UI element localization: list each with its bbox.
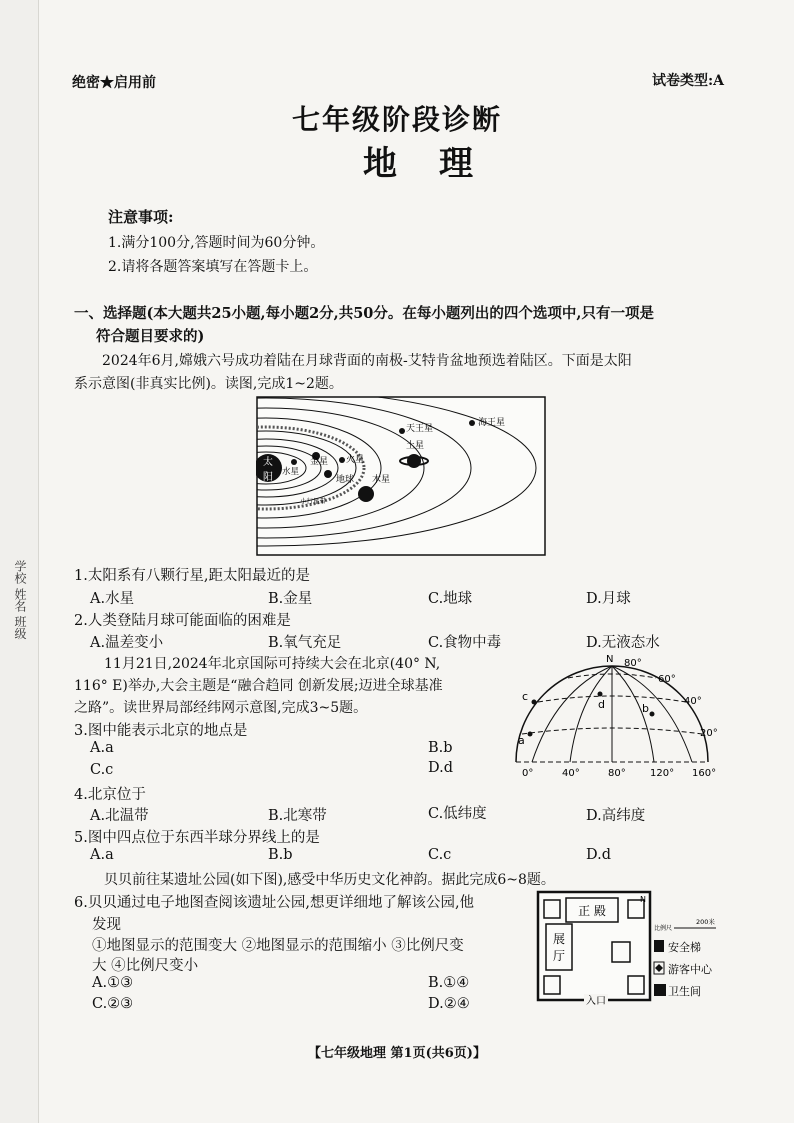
- sun-label-2: 阳: [263, 472, 273, 483]
- lon-label-40: 40°: [562, 768, 580, 779]
- uranus-label: 天王星: [406, 424, 434, 434]
- q4-option-d: D.高纬度: [586, 808, 646, 824]
- lon-label-0: 0°: [522, 768, 534, 779]
- earth-label: 地球: [336, 475, 355, 485]
- earth-icon: [324, 470, 332, 478]
- main-hall-label: 正 殿: [578, 904, 606, 918]
- scale-label: 比例尺: [654, 925, 673, 932]
- q4-option-a: A.北温带: [90, 808, 149, 824]
- q5-option-a: A.a: [90, 847, 114, 863]
- notice-item-1: 1.满分100分,答题时间为60分钟。: [108, 235, 325, 251]
- lon-label-160: 160°: [692, 768, 717, 779]
- q6-stem-line1: 6.贝贝通过电子地图查阅该遗址公园,想更详细地了解该公园,他: [74, 895, 475, 911]
- notice-heading: 注意事项:: [108, 208, 174, 226]
- q1-option-d: D.月球: [586, 591, 631, 607]
- passage2-line1: 11月21日,2024年北京国际可持续大会在北京(40° N,: [104, 656, 441, 672]
- mercury-icon: [291, 459, 297, 465]
- q6-option-d: D.②④: [428, 996, 470, 1012]
- point-c-label: c: [522, 690, 529, 703]
- q5-option-c: C.c: [428, 847, 452, 863]
- hall-label-1: 展: [552, 932, 566, 946]
- paper-type: 试卷类型:A: [651, 73, 724, 89]
- stairs-icon: [654, 940, 664, 952]
- park-north-label: N: [640, 895, 646, 904]
- q6-stem-line2: 发现: [92, 917, 121, 933]
- sun-label-1: 太: [263, 457, 273, 468]
- passage2-line3: 之路”。读世界局部经纬网示意图,完成3~5题。: [74, 700, 368, 716]
- lat-lon-grid-diagram: [504, 650, 726, 780]
- q4-option-c: C.低纬度: [428, 806, 487, 822]
- passage2-line2: 116° E)举办,大会主题是“融合趋同 创新发展;迈进全球基准: [74, 678, 443, 694]
- section-heading-line1: 一、选择题(本大题共25小题,每小题2分,共50分。在每小题列出的四个选项中,只有一项是: [74, 305, 654, 322]
- point-c-marker: [532, 700, 537, 705]
- lon-label-80: 80°: [608, 768, 626, 779]
- section-heading: [74, 302, 734, 348]
- hall-label-2: 厅: [552, 949, 566, 963]
- solar-system-diagram: [256, 396, 546, 556]
- jupiter-icon: [358, 486, 374, 502]
- point-b-label: b: [642, 702, 649, 715]
- point-a-marker: [528, 732, 533, 737]
- point-d-label: d: [598, 698, 605, 711]
- q4-stem: 4.北京位于: [74, 787, 146, 803]
- q4-option-b: B.北寒带: [268, 808, 327, 824]
- legend-restroom: 卫生间: [668, 985, 701, 998]
- q2-option-d: D.无液态水: [586, 635, 660, 651]
- uranus-icon: [399, 428, 405, 434]
- legend-stairs: 安全梯: [668, 941, 701, 954]
- subject-title: 地理: [363, 144, 515, 184]
- q5-option-d: D.d: [586, 847, 611, 863]
- passage1-line2: 系示意图(非真实比例)。读图,完成1~2题。: [74, 376, 343, 392]
- lat-label-60: 60°: [658, 674, 676, 685]
- park-map: [536, 890, 726, 1008]
- restroom-icon: [654, 984, 666, 996]
- passage3-line1: 贝贝前往某遗址公园(如下图),感受中华历史文化神韵。据此完成6~8题。: [104, 872, 555, 888]
- page-footer: 【七年级地理 第1页(共6页)】: [308, 1046, 486, 1061]
- q3-stem: 3.图中能表示北京的地点是: [74, 723, 248, 739]
- north-pole-label: N: [606, 654, 614, 665]
- saturn-icon: [407, 454, 421, 468]
- q2-option-b: B.氧气充足: [268, 635, 342, 651]
- lon-label-120: 120°: [650, 768, 675, 779]
- q3-option-a: A.a: [90, 740, 114, 756]
- point-d-marker: [598, 692, 603, 697]
- q2-option-c: C.食物中毒: [428, 635, 502, 651]
- section-heading-line2: 符合题目要求的): [96, 328, 205, 345]
- exam-title: 七年级阶段诊断: [291, 103, 502, 136]
- legend-visitor-center: 游客中心: [668, 963, 712, 976]
- q5-stem: 5.图中四点位于东西半球分界线上的是: [74, 830, 320, 846]
- neptune-label: 海王星: [478, 418, 506, 428]
- q1-stem: 1.太阳系有八颗行星,距太阳最近的是: [74, 568, 310, 584]
- mars-label: 火星: [346, 455, 365, 465]
- binding-label: 学校 姓名 班级: [13, 560, 27, 640]
- q6-option-c: C.②③: [92, 996, 134, 1012]
- mars-icon: [339, 457, 345, 463]
- notice-item-2: 2.请将各题答案填写在答题卡上。: [108, 259, 318, 275]
- q6-option-a: A.①③: [92, 975, 134, 991]
- q5-option-b: B.b: [268, 847, 293, 863]
- q3-option-b: B.b: [428, 740, 453, 756]
- q6-choices-line1: ①地图显示的范围变大 ②地图显示的范围缩小 ③比例尺变: [92, 938, 464, 954]
- jupiter-label: 木星: [372, 475, 391, 485]
- q2-stem: 2.人类登陆月球可能面临的困难是: [74, 613, 291, 629]
- lat-label-20: 20°: [700, 728, 718, 739]
- point-a-label: a: [518, 734, 525, 747]
- entrance-label: 入口: [586, 996, 606, 1007]
- q1-option-b: B.金星: [268, 591, 313, 607]
- q3-option-d: D.d: [428, 760, 453, 776]
- scale-value: 200米: [696, 918, 715, 926]
- lat-label-80: 80°: [624, 658, 642, 669]
- neptune-icon: [469, 420, 475, 426]
- q6-option-b: B.①④: [428, 975, 470, 991]
- passage1-line1: 2024年6月,嫦娥六号成功着陆在月球背面的南极-艾特肯盆地预选着陆区。下面是太阳: [102, 353, 632, 369]
- venus-label: 金星: [310, 457, 329, 467]
- q6-choices-line2: 大 ④比例尺变小: [92, 958, 199, 974]
- q2-option-a: A.温差变小: [90, 635, 164, 651]
- q3-option-c: C.c: [90, 762, 114, 778]
- saturn-label: 土星: [406, 441, 425, 451]
- mercury-label: 水星: [282, 467, 300, 477]
- asteroid-belt-label: 小行星带: [300, 497, 326, 505]
- lat-label-40: 40°: [684, 696, 702, 707]
- q1-option-c: C.地球: [428, 591, 473, 607]
- confidential-mark: 绝密★启用前: [72, 75, 156, 91]
- q1-option-a: A.水星: [90, 591, 135, 607]
- point-b-marker: [650, 712, 655, 717]
